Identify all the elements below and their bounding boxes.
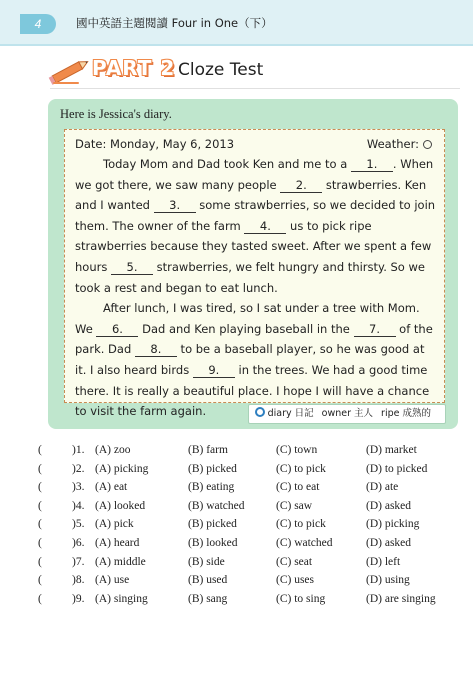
diary-text: After lunch, I was tired, so I sat under a tree with Mom. We [75,301,420,336]
sun-icon [423,140,432,149]
blank-slot[interactable]: 7. [354,322,396,337]
option-d[interactable]: (D) using [366,574,410,587]
diary-text: some strawberries, so we decided to join them. The owner of the farm [75,198,436,233]
option-b[interactable]: (B) sang [188,592,228,605]
header-divider [0,44,473,46]
question-number: )5. [72,518,85,531]
pencil-icon [48,56,92,86]
option-b[interactable]: (B) farm [188,444,228,456]
answer-paren[interactable]: ( [38,481,42,494]
option-b[interactable]: (B) picked [188,462,237,475]
diary-text: us to pick ripe strawberries because they tasted sweet. After we spent a few hours [75,218,432,274]
option-d[interactable]: (D) market [366,444,417,456]
question-row [38,497,468,516]
blank-slot[interactable]: 3. [154,198,196,213]
option-c[interactable]: (C) to sing [276,592,326,605]
blank-slot[interactable]: 6. [96,322,138,337]
option-a[interactable]: (A) zoo [95,444,131,456]
glossary-entry [268,408,314,419]
diary-date: Date: Monday, May 6, 2013 [75,137,235,151]
option-a[interactable]: (A) middle [95,555,146,568]
diary-body [75,154,437,422]
question-list [38,441,468,608]
blank-slot[interactable]: 1. [351,157,393,172]
section-title: Cloze Test [178,60,264,80]
option-c[interactable]: (C) watched [276,536,333,549]
option-b[interactable]: (B) side [188,555,225,568]
question-number: )6. [72,536,85,549]
blank-slot[interactable]: 8. [135,342,177,357]
option-b[interactable]: (B) picked [188,518,237,531]
blank-slot[interactable]: 2. [280,178,322,193]
passage-intro: Here is Jessica's diary. [60,107,172,121]
option-c[interactable]: (C) saw [276,499,313,512]
question-row [38,534,468,553]
option-c[interactable]: (C) seat [276,555,313,568]
option-b[interactable]: (B) looked [188,536,238,549]
option-a[interactable]: (A) picking [95,462,149,475]
blank-slot[interactable]: 5. [111,260,153,275]
option-b[interactable]: (B) used [188,574,228,587]
diary-paragraph-1 [75,154,437,298]
option-d[interactable]: (D) to picked [366,462,428,475]
glossary-entry [381,408,431,419]
answer-paren[interactable]: ( [38,592,42,605]
glossary-meaning: 主人 [351,408,374,419]
option-a[interactable]: (A) use [95,574,130,587]
question-number: )2. [72,462,85,475]
glossary-box [248,404,446,424]
answer-paren[interactable]: ( [38,499,42,512]
question-row [38,515,468,534]
bullet-circle-icon [255,407,265,417]
option-c[interactable]: (C) to eat [276,481,320,494]
question-number: )7. [72,555,85,568]
question-row [38,478,468,497]
answer-paren[interactable]: ( [38,536,42,549]
question-row [38,553,468,572]
glossary-word: owner [321,408,352,419]
glossary-word: ripe [381,408,400,419]
diary-text: . When we got there, we saw many people [75,157,434,192]
question-row [38,590,468,609]
blank-slot[interactable]: 9. [193,363,235,378]
diary-text: Dad and Ken playing baseball in the [138,321,354,336]
diary-text: to be a baseball player, so he was good at it. I also heard birds [75,342,425,377]
diary-text: strawberries. Ken and I wanted [75,177,427,213]
answer-paren[interactable]: ( [38,444,42,456]
option-a[interactable]: (A) heard [95,536,140,549]
option-a[interactable]: (A) looked [95,499,146,512]
part-label: PART 2 [92,56,176,80]
blank-slot[interactable]: 4. [244,219,286,234]
diary-text: of the park. Dad [75,321,433,357]
glossary-word: diary [267,408,292,419]
glossary-entry [322,408,373,419]
page-header [0,0,473,44]
diary-text: strawberries, we felt hungry and thirsty. So we took a rest and began to eat lunch. [75,259,425,295]
answer-paren[interactable]: ( [38,555,42,568]
option-d[interactable]: (D) picking [366,518,420,531]
weather-label: Weather: [366,137,419,151]
page-number: 4 [20,14,56,34]
option-d[interactable]: (D) are singing [366,592,436,605]
diary-text: in the trees. We had a good time there. It is really a beautiful place. I hope I will have a chance to visit the farm again. [75,362,430,419]
question-number: )9. [72,592,85,605]
answer-paren[interactable]: ( [38,518,42,531]
question-number: )8. [72,574,85,587]
question-number: )4. [72,499,85,512]
question-row [38,571,468,590]
question-number: )1. [72,444,85,456]
title-divider [50,88,460,89]
option-b[interactable]: (B) watched [188,499,245,512]
question-number: )3. [72,481,85,494]
option-c[interactable]: (C) town [276,444,318,456]
passage-frame [48,99,458,429]
option-d[interactable]: (D) asked [366,536,412,549]
option-c[interactable]: (C) uses [276,574,315,587]
option-a[interactable]: (A) eat [95,481,128,494]
answer-paren[interactable]: ( [38,462,42,475]
diary-text: Today Mom and Dad took Ken and me to a [103,157,351,171]
option-c[interactable]: (C) to pick [276,462,326,475]
glossary-meaning: 日記 [291,408,314,419]
question-row [38,460,468,479]
weather [367,134,432,155]
option-c[interactable]: (C) to pick [276,518,326,531]
answer-paren[interactable]: ( [38,574,42,587]
question-row [38,441,468,460]
glossary-meaning: 成熟的 [399,408,431,419]
option-a[interactable]: (A) pick [95,518,134,531]
option-d[interactable]: (D) asked [366,499,412,512]
option-d[interactable]: (D) left [366,555,401,568]
option-d[interactable]: (D) ate [366,481,399,494]
option-a[interactable]: (A) singing [95,592,148,605]
book-title: 國中英語主題閱讀 Four in One（下） [76,16,273,30]
option-b[interactable]: (B) eating [188,481,235,494]
